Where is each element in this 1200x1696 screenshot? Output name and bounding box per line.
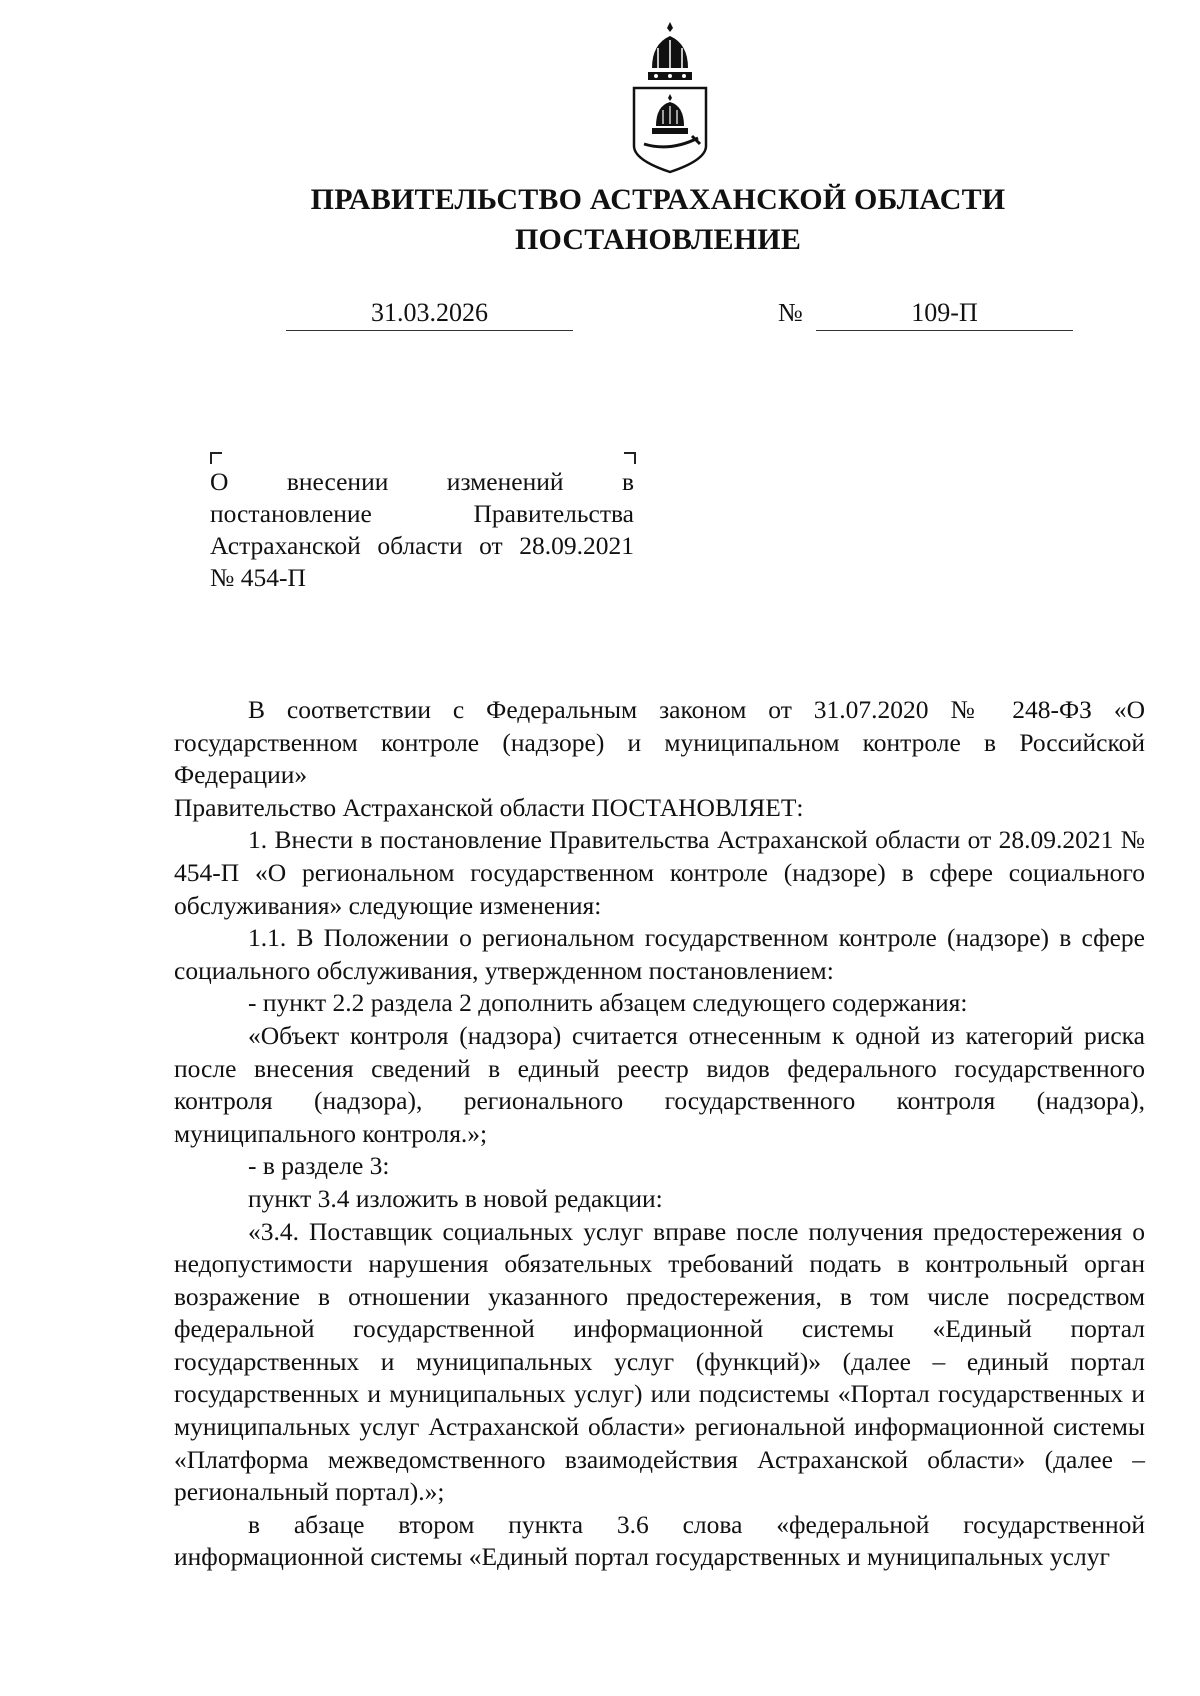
government-title: ПРАВИТЕЛЬСТВО АСТРАХАНСКОЙ ОБЛАСТИ xyxy=(310,183,1006,216)
body-paragraph: В соответствии с Федеральным законом от 31.07.2020 № 248-ФЗ «О государственном контроле (надзоре) и муниципальном контроле в Российской Федерации» xyxy=(174,695,1145,790)
document-subject: О внесении изменений в постановление Правительства Астраханской области от 28.09.2021 № 454-П xyxy=(210,467,634,592)
body-paragraph: Правительство Астраханской области ПОСТАНОВЛЯЕТ: xyxy=(174,792,804,822)
body-paragraph: 1. Внести в постановление Правительства Астраханской области от 28.09.2021 № 454-П «О региональном государственном контроле (надзоре) в сфере социального обслуживания» следующие изменения: xyxy=(174,825,1145,920)
number-sign: № xyxy=(778,298,803,327)
body-paragraph: - пункт 2.2 раздела 2 дополнить абзацем следующего содержания: xyxy=(248,988,968,1018)
document-number: 109-П xyxy=(816,298,1073,331)
body-paragraph: - в разделе 3: xyxy=(248,1151,390,1181)
body-paragraph: в абзаце втором пункта 3.6 слова «федеральной государственной информационной системы «Единый портал государственных и муниципальных услуг xyxy=(174,1509,1145,1572)
body-paragraph: «3.4. Поставщик социальных услуг вправе после получения предостережения о недопустимости нарушения обязательных требований подать в контрольный орган возражение в отношении указанного предостережения, в том числе посредством федеральной государственной информационной системы «Единый портал государственных и муниципальных услуг (функций)» (далее – единый портал государственных и муниципальных услуг) или подсистемы «Портал государственных и муниципальных услуг Астраханской области» региональной информационной системы «Платформа межведомственного взаимодействия Астраханской области» (далее – региональный портал).»; xyxy=(174,1216,1145,1507)
subject-corner-left xyxy=(210,452,222,464)
document-header xyxy=(0,180,1200,260)
coat-of-arms-emblem xyxy=(622,18,718,174)
astrakhan-coat-of-arms-icon xyxy=(622,18,718,174)
body-paragraph: пункт 3.4 изложить в новой редакции: xyxy=(248,1183,663,1213)
body-paragraph: «Объект контроля (надзора) считается отнесенным к одной из категорий риска после внесения сведений в единый реестр видов федерального государственного контроля (надзора), регионального государственного контроля (надзора), муниципального контроля.»; xyxy=(174,1020,1145,1148)
subject-corner-right xyxy=(624,452,636,464)
body-paragraph: 1.1. В Положении о региональном государственном контроле (надзоре) в сфере социального обслуживания, утвержденном постановлением: xyxy=(174,923,1145,985)
document-date: 31.03.2026 xyxy=(286,298,573,331)
document-type-title: ПОСТАНОВЛЕНИЕ xyxy=(514,223,802,256)
document-body xyxy=(174,694,1145,1574)
